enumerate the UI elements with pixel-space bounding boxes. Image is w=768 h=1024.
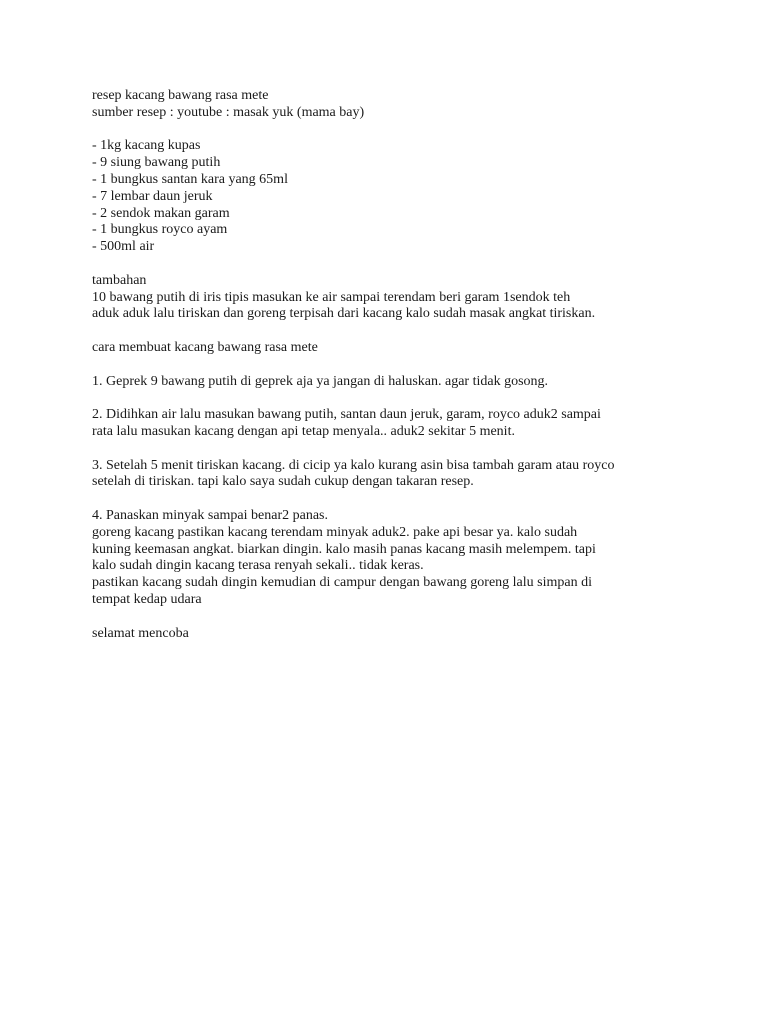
closing-text: selamat mencoba: [92, 625, 189, 641]
step-line: goreng kacang pastikan kacang terendam minyak aduk2. pake api besar ya. kalo sudah: [92, 524, 578, 540]
spacer: [92, 256, 702, 273]
ingredient-item: - 7 lembar daun jeruk: [92, 188, 213, 204]
spacer: [92, 323, 702, 340]
step-line: 4. Panaskan minyak sampai benar2 panas.: [92, 507, 328, 523]
extra-section: [92, 273, 702, 323]
ingredient-item: - 2 sendok makan garam: [92, 205, 230, 221]
step-line: kuning keemasan angkat. biarkan dingin. kalo masih panas kacang masih melempem. tapi: [92, 541, 596, 557]
ingredient-item: - 1 bungkus santan kara yang 65ml: [92, 171, 288, 187]
step-3: [92, 458, 702, 492]
spacer: [92, 390, 702, 407]
method-heading: cara membuat kacang bawang rasa mete: [92, 339, 318, 355]
extra-line: aduk aduk lalu tiriskan dan goreng terpisah dari kacang kalo sudah masak angkat tiriskan.: [92, 306, 596, 322]
recipe-source: sumber resep : youtube : masak yuk (mama bay): [92, 104, 365, 120]
ingredient-item: - 1kg kacang kupas: [92, 138, 201, 154]
step-4: [92, 508, 702, 609]
step-line: kalo sudah dingin kacang terasa renyah sekali.. tidak keras.: [92, 558, 424, 574]
step-line: pastikan kacang sudah dingin kemudian di campur dengan bawang goreng lalu simpan di: [92, 575, 592, 591]
ingredient-item: - 500ml air: [92, 239, 155, 255]
spacer: [92, 441, 702, 458]
spacer: [92, 609, 702, 626]
step-line: setelah di tiriskan. tapi kalo saya sudah cukup dengan takaran resep.: [92, 474, 474, 490]
spacer: [92, 122, 702, 139]
step-1: [92, 374, 702, 391]
ingredient-list: [92, 138, 702, 256]
step-line: 1. Geprek 9 bawang putih di geprek aja ya jangan di haluskan. agar tidak gosong.: [92, 373, 549, 389]
step-line: 3. Setelah 5 menit tiriskan kacang. di cicip ya kalo kurang asin bisa tambah garam atau royco: [92, 457, 615, 473]
spacer: [92, 357, 702, 374]
step-line: 2. Didihkan air lalu masukan bawang putih, santan daun jeruk, garam, royco aduk2 sampai: [92, 407, 601, 423]
extra-heading: tambahan: [92, 272, 147, 288]
step-line: rata lalu masukan kacang dengan api tetap menyala.. aduk2 sekitar 5 menit.: [92, 423, 515, 439]
extra-line: 10 bawang putih di iris tipis masukan ke air sampai terendam beri garam 1sendok teh: [92, 289, 571, 305]
step-2: [92, 407, 702, 441]
step-line: tempat kedap udara: [92, 591, 202, 607]
spacer: [92, 491, 702, 508]
recipe-title: resep kacang bawang rasa mete: [92, 88, 269, 103]
ingredient-item: - 9 siung bawang putih: [92, 155, 221, 171]
ingredient-item: - 1 bungkus royco ayam: [92, 222, 228, 238]
recipe-document: [92, 88, 702, 642]
